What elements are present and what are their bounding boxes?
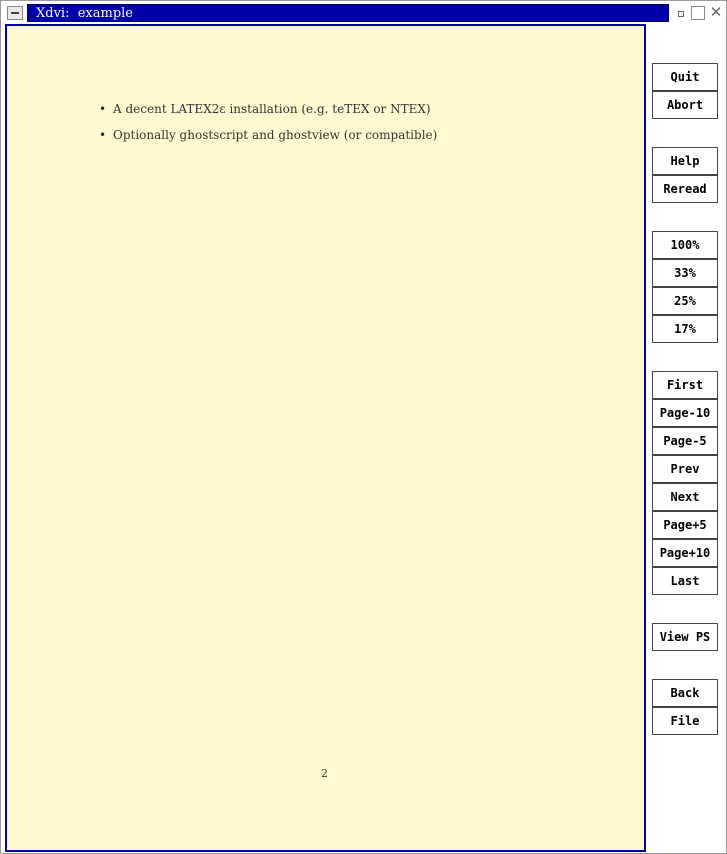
prev-page-button[interactable]: Prev [652, 455, 718, 483]
window-menu-icon[interactable] [7, 6, 23, 20]
reread-button[interactable]: Reread [652, 175, 718, 203]
bullet-item [99, 128, 437, 142]
bullet-item [99, 102, 431, 116]
maximize-icon[interactable] [691, 6, 705, 20]
page-plus-10-button[interactable]: Page+10 [652, 539, 718, 567]
bullet-text: A decent LATEX2ε installation (e.g. teTEX or NTEX) [113, 102, 431, 116]
quit-button[interactable]: Quit [652, 63, 718, 91]
page-minus-5-button[interactable]: Page-5 [652, 427, 718, 455]
next-page-button[interactable]: Next [652, 483, 718, 511]
close-icon[interactable]: ✕ [709, 3, 723, 21]
zoom-17-button[interactable]: 17% [652, 315, 718, 343]
first-page-button[interactable]: First [652, 371, 718, 399]
last-page-button[interactable]: Last [652, 567, 718, 595]
bullet-icon: • [99, 102, 107, 116]
bullet-text: Optionally ghostscript and ghostview (or compatible) [113, 128, 438, 142]
page-number: 2 [321, 767, 328, 780]
help-button[interactable]: Help [652, 147, 718, 175]
title-bar[interactable] [3, 3, 724, 23]
title-bar-fill[interactable] [27, 4, 669, 22]
abort-button[interactable]: Abort [652, 91, 718, 119]
zoom-33-button[interactable]: 33% [652, 259, 718, 287]
dvi-page-view[interactable] [5, 24, 646, 852]
file-button[interactable]: File [652, 707, 718, 735]
zoom-100-button[interactable]: 100% [652, 231, 718, 259]
bullet-icon: • [99, 128, 107, 142]
view-ps-button[interactable]: View PS [652, 623, 718, 651]
page-plus-5-button[interactable]: Page+5 [652, 511, 718, 539]
page-minus-10-button[interactable]: Page-10 [652, 399, 718, 427]
window-title: Xdvi: example [36, 6, 133, 21]
minimize-icon[interactable] [673, 6, 687, 20]
zoom-25-button[interactable]: 25% [652, 287, 718, 315]
back-button[interactable]: Back [652, 679, 718, 707]
